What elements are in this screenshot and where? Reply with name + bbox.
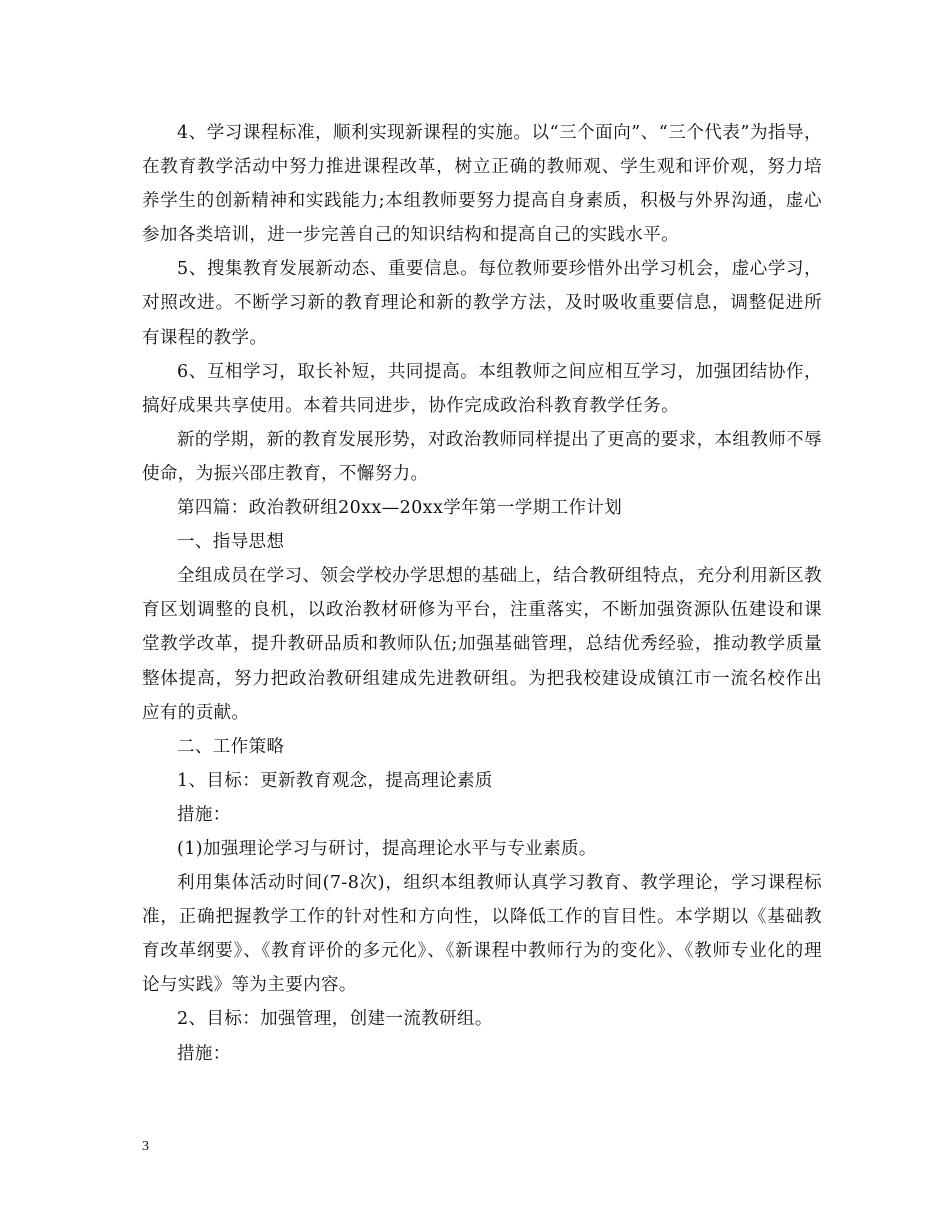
heading-work-strategy: 二、工作策略 — [177, 736, 285, 757]
paragraph-guiding-ideology: 全组成员在学习、领会学校办学思想的基础上，结合教研组特点，充分利用新区教育区划调整的良机，以政治教材研修为平台，注重落实，不断加强资源队伍建设和课堂教学改革，提升教研品质和教师队伍;加强基础管理，总结优秀经验，推动教学质量整体提高，努力把政治教研组建成先进教研组。为把我校建设成镇江市一流名校作出应有的贡献。 — [142, 566, 822, 723]
paragraph-item-6-mutual-learning: 6、互相学习，取长补短，共同提高。本组教师之间应相互学习，加强团结协作，搞好成果共享使用。本着共同进步，协作完成政治科教育教学任务。 — [142, 361, 822, 416]
page-number: 3 — [142, 1139, 149, 1154]
measures-label-2: 措施： — [177, 1043, 231, 1064]
paragraph-collective-activity: 利用集体活动时间(7-8次)，组织本组教师认真学习教育、教学理论，学习课程标准，正确把握教学工作的针对性和方向性，以降低工作的盲目性。本学期以《基础教育改革纲要》、《教育评价的多元化》、《新课程中教师行为的变化》、《教师专业化的理论与实践》等为主要内容。 — [142, 873, 822, 996]
goal-1-label: 1、目标：更新教育观念，提高理论素质 — [177, 770, 493, 791]
document-body — [142, 116, 822, 1071]
measures-label-1: 措施： — [177, 804, 231, 825]
paragraph-item-5-collect-information: 5、搜集教育发展新动态、重要信息。每位教师要珍惜外出学习机会，虚心学习，对照改进。不断学习新的教育理论和新的教学方法，及时吸收重要信息，调整促进所有课程的教学。 — [142, 259, 822, 348]
section-title-part-four: 第四篇：政治教研组20xx—20xx学年第一学期工作计划 — [177, 498, 623, 519]
measure-1-theory-study: (1)加强理论学习与研讨，提高理论水平与专业素质。 — [177, 838, 597, 859]
paragraph-item-4-curriculum-standards: 4、学习课程标准，顺利实现新课程的实施。以“三个面向”、“三个代表”为指导，在教育教学活动中努力推进课程改革，树立正确的教师观、学生观和评价观，努力培养学生的创新精神和实践能力;本组教师要努力提高自身素质，积极与外界沟通，虚心参加各类培训，进一步完善自己的知识结构和提高自己的实践水平。 — [142, 123, 822, 246]
paragraph-new-semester: 新的学期，新的教育发展形势，对政治教师同样提出了更高的要求，本组教师不辱使命，为振兴邵庄教育，不懈努力。 — [142, 429, 822, 484]
goal-2-label: 2、目标：加强管理，创建一流教研组。 — [177, 1009, 493, 1030]
heading-guiding-ideology: 一、指导思想 — [177, 532, 285, 553]
